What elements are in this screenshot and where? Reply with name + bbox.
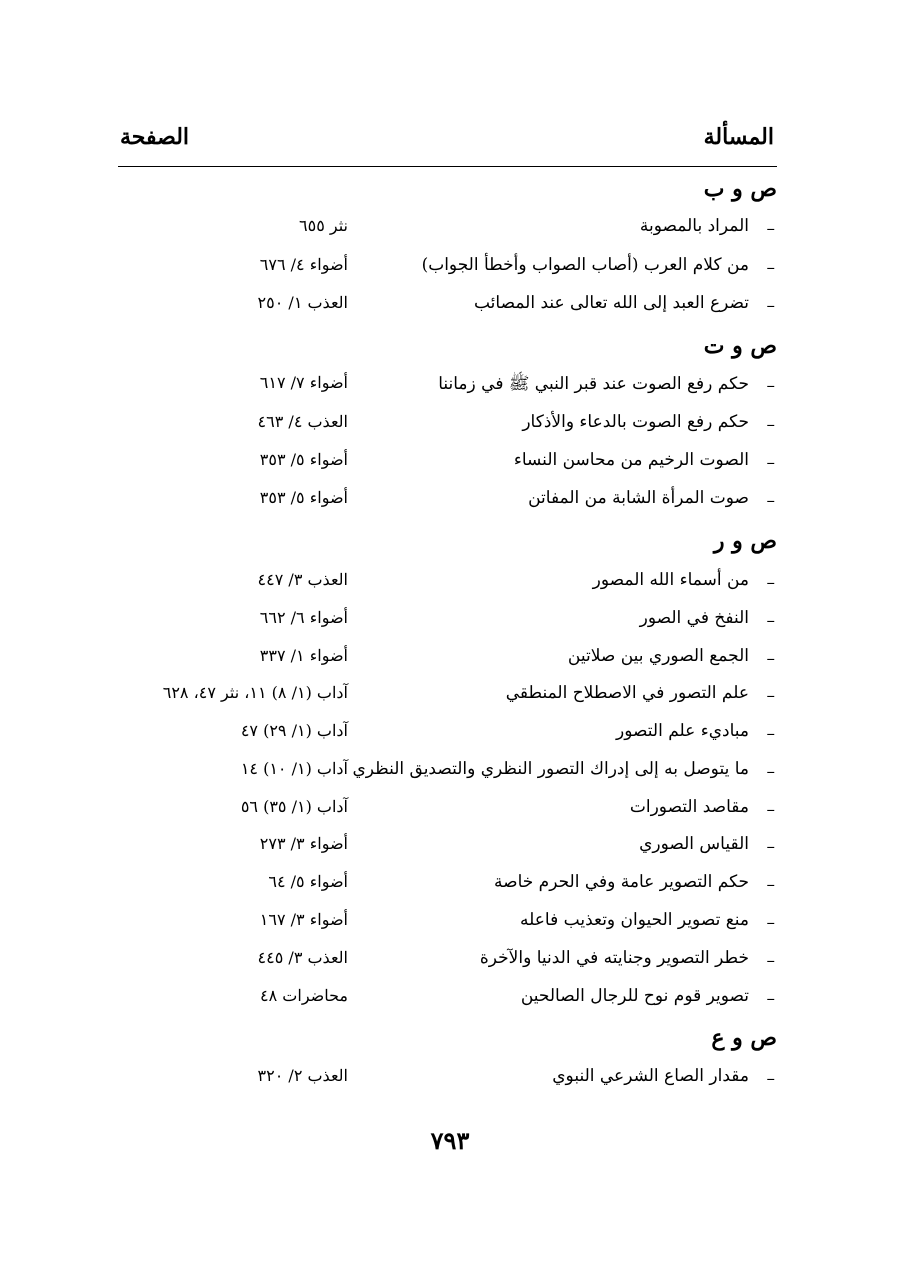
index-entry (118, 646, 777, 676)
entry-dash-marker: – (766, 649, 775, 669)
entry-topic: النفخ في الصور (639, 608, 749, 628)
index-entry (118, 834, 777, 864)
index-entry (118, 797, 777, 827)
column-header-topic: المسألة (703, 124, 774, 150)
entry-dash-marker: – (766, 989, 775, 1009)
column-header-page: الصفحة (120, 124, 190, 150)
index-entry (118, 872, 777, 902)
entry-page-reference: آداب (١/ ٢٩) ٤٧ (240, 721, 348, 740)
entry-dash-marker: – (766, 573, 775, 593)
index-entry (118, 986, 777, 1016)
entry-topic: منع تصوير الحيوان وتعذيب فاعله (520, 910, 749, 930)
entry-dash-marker: – (766, 800, 775, 820)
entry-page-reference: أضواء ٥/ ٦٤ (268, 872, 348, 891)
entry-topic: المراد بالمصوبة (639, 216, 749, 236)
entry-topic: من كلام العرب (أصاب الصواب وأخطأ الجواب) (421, 255, 749, 275)
entry-topic: تضرع العبد إلى الله تعالى عند المصائب (473, 293, 749, 313)
index-entry (118, 450, 777, 480)
entry-page-reference: العذب ٢/ ٣٢٠ (257, 1066, 348, 1085)
entry-dash-marker: – (766, 724, 775, 744)
entry-topic: مباديء علم التصور (616, 721, 749, 741)
entry-page-reference: أضواء ٣/ ٢٧٣ (259, 834, 348, 853)
index-entry (118, 373, 777, 403)
section-heading: ص و ب (703, 176, 777, 202)
entry-dash-marker: – (766, 376, 775, 396)
entry-topic: حكم رفع الصوت بالدعاء والأذكار (522, 412, 749, 432)
entry-topic: الصوت الرخيم من محاسن النساء (513, 450, 749, 470)
entry-dash-marker: – (766, 913, 775, 933)
index-entry (118, 412, 777, 442)
entry-page-reference: أضواء ٤/ ٦٧٦ (259, 255, 348, 274)
entry-topic: صوت المرأة الشابة من المفاتن (528, 488, 749, 508)
entry-page-reference: أضواء ٣/ ١٦٧ (259, 910, 348, 929)
index-entry (118, 608, 777, 638)
page-number: ٧٩٣ (430, 1126, 470, 1155)
section-heading: ص و ر (713, 528, 777, 554)
entry-page-reference: آداب (١/ ٨) ١١، نثر ٤٧، ٦٢٨ (162, 683, 348, 702)
entry-page-reference: العذب ١/ ٢٥٠ (257, 293, 348, 312)
entry-dash-marker: – (766, 686, 775, 706)
entry-topic: مقاصد التصورات (629, 797, 749, 817)
entry-page-reference: آداب (١/ ٣٥) ٥٦ (240, 797, 348, 816)
entry-dash-marker: – (766, 1069, 775, 1089)
section-heading: ص و ت (703, 333, 777, 359)
entry-topic: القياس الصوري (639, 834, 749, 854)
header-divider (118, 166, 777, 167)
entry-topic: خطر التصوير وجنايته في الدنيا والآخرة (479, 948, 749, 968)
index-entry (118, 255, 777, 285)
entry-dash-marker: – (766, 491, 775, 511)
index-entry (118, 1066, 777, 1096)
entry-page-reference: أضواء ٧/ ٦١٧ (259, 373, 348, 392)
section-heading: ص و ع (711, 1025, 777, 1051)
entry-page-reference: محاضرات ٤٨ (260, 986, 348, 1005)
index-entry (118, 683, 777, 713)
entry-topic: ما يتوصل به إلى إدراك التصور النظري والتصديق النظري (352, 759, 749, 779)
entry-page-reference: أضواء ٥/ ٣٥٣ (259, 450, 348, 469)
entry-page-reference: أضواء ٥/ ٣٥٣ (259, 488, 348, 507)
entry-page-reference: آداب (١/ ١٠) ١٤ (240, 759, 348, 778)
entry-dash-marker: – (766, 762, 775, 782)
index-entry (118, 948, 777, 978)
entry-topic: علم التصور في الاصطلاح المنطقي (505, 683, 749, 703)
entry-topic: مقدار الصاع الشرعي النبوي (552, 1066, 749, 1086)
entry-dash-marker: – (766, 837, 775, 857)
entry-topic: من أسماء الله المصور (592, 570, 749, 590)
index-entry (118, 759, 777, 789)
entry-dash-marker: – (766, 611, 775, 631)
entry-page-reference: أضواء ٦/ ٦٦٢ (259, 608, 348, 627)
entry-dash-marker: – (766, 875, 775, 895)
index-entry (118, 488, 777, 518)
entry-topic: الجمع الصوري بين صلاتين (567, 646, 749, 666)
entry-topic: تصوير قوم نوح للرجال الصالحين (520, 986, 749, 1006)
entry-page-reference: أضواء ١/ ٣٣٧ (259, 646, 348, 665)
entry-topic: حكم رفع الصوت عند قبر النبي ﷺ في زماننا (438, 374, 749, 394)
index-entry (118, 293, 777, 323)
entry-page-reference: نثر ٦٥٥ (299, 216, 348, 235)
entry-page-reference: العذب ٣/ ٤٤٧ (257, 570, 348, 589)
index-entry (118, 910, 777, 940)
entry-dash-marker: – (766, 951, 775, 971)
entry-topic: حكم التصوير عامة وفي الحرم خاصة (494, 872, 749, 892)
entry-dash-marker: – (766, 296, 775, 316)
entry-dash-marker: – (766, 219, 775, 239)
index-entry (118, 570, 777, 600)
entry-dash-marker: – (766, 453, 775, 473)
index-entry (118, 216, 777, 246)
entry-page-reference: العذب ٣/ ٤٤٥ (257, 948, 348, 967)
index-entry (118, 721, 777, 751)
entry-dash-marker: – (766, 258, 775, 278)
entry-dash-marker: – (766, 415, 775, 435)
entry-page-reference: العذب ٤/ ٤٦٣ (257, 412, 348, 431)
